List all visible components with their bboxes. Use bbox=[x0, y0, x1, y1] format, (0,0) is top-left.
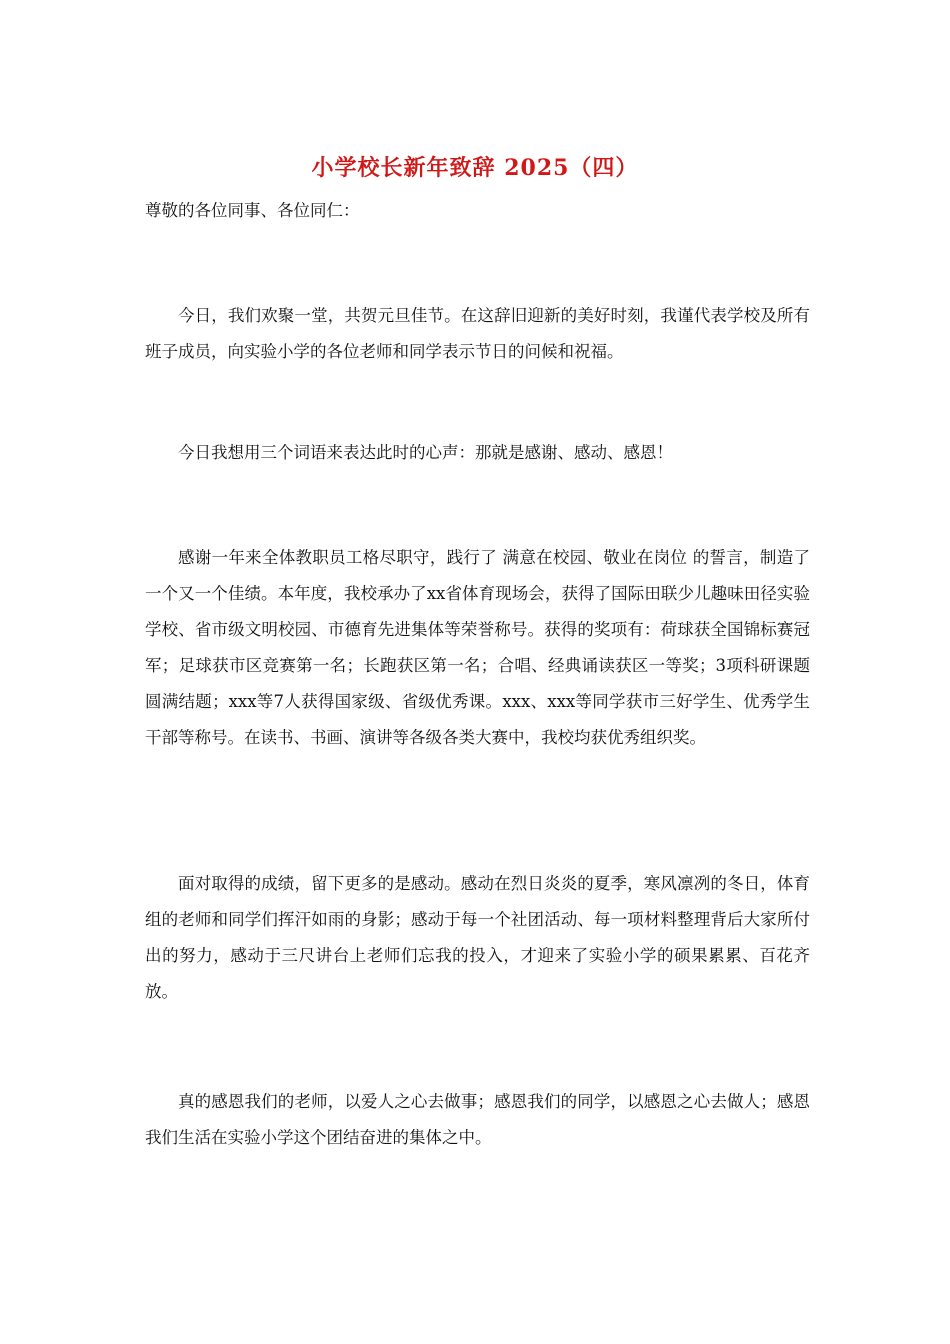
paragraph-theme: 今日我想用三个词语来表达此时的心声：那就是感谢、感动、感恩！ bbox=[178, 443, 673, 462]
document-title: 小学校长新年致辞 2025（四） bbox=[311, 155, 639, 181]
paragraph-greeting: 今日，我们欢聚一堂，共贺元旦佳节。在这辞旧迎新的美好时刻，我谨代表学校及所有班子成员，向实验小学的各位老师和同学表示节日的问候和祝福。 bbox=[145, 306, 810, 361]
paragraph-gratitude: 真的感恩我们的老师，以爱人之心去做事；感恩我们的同学，以感恩之心去做人；感恩我们生活在实验小学这个团结奋进的集体之中。 bbox=[145, 1092, 810, 1147]
paragraph-moved: 面对取得的成绩，留下更多的是感动。感动在烈日炎炎的夏季，寒风凛冽的冬日，体育组的老师和同学们挥汗如雨的身影；感动于每一个社团活动、每一项材料整理背后大家所付出的努力，感动于三尺讲台上老师们忘我的投入，才迎来了实验小学的硕果累累、百花齐放。 bbox=[145, 874, 810, 1001]
salutation: 尊敬的各位同事、各位同仁： bbox=[145, 201, 360, 220]
paragraph-thanks: 感谢一年来全体教职员工格尽职守，践行了 满意在校园、敬业在岗位 的誓言，制造了一个又一个佳绩。本年度，我校承办了xx省体育现场会，获得了国际田联少儿趣味田径实验学校、省市级文明校园、市德育先进集体等荣誉称号。获得的奖项有：荷球获全国锦标赛冠军；足球获市区竞赛第一名；长跑获区第一名；合唱、经典诵读获区一等奖；3项科研课题圆满结题；xxx等7人获得国家级、省级优秀课。xxx、xxx等同学获市三好学生、优秀学生干部等称号。在读书、书画、演讲等各级各类大赛中，我校均获优秀组织奖。 bbox=[145, 548, 810, 747]
